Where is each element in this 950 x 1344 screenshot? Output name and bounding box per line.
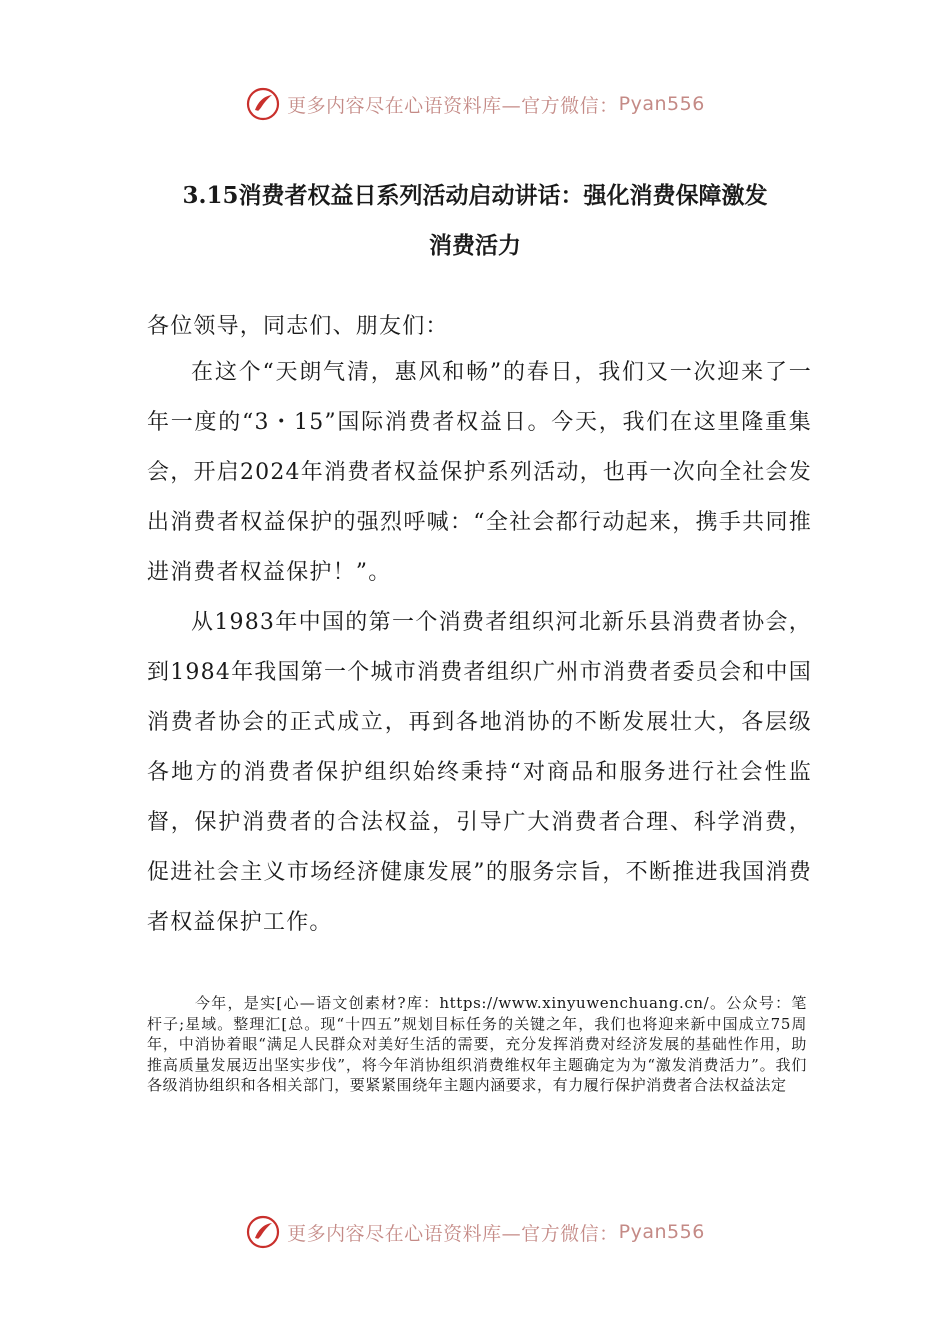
footer-banner-text: 更多内容尽在心语资料库—官方微信： [287,1222,619,1245]
paragraph-3: 今年，是实[心—语文创素材?库：https://www.xinyuwenchuang.cn/。公众号：笔杆子;星域。整理汇[总。现“十四五”规划目标任务的关键之年，我们也将迎来新中国成立75周年，中消协着眼“满足人民群众对美好生活的需要，充分发挥消费对经济发展的基础性作用，助推高质量发展迈出坚实步伐”，将今年消协组织消费维权年主题确定为为“激发消费活力”。我们各级消协组织和各相关部门，要紧紧围绕年主题内涵要求，有力履行保护消费者合法权益法定 [147,994,807,1094]
salutation: 各位领导，同志们、朋友们： [147,314,449,339]
header-banner [0,84,950,124]
document-title-line1: 3.15消费者权益日系列活动启动讲话：强化消费保障激发 [182,182,768,209]
footer-wechat-id: Pyan556 [618,1221,705,1243]
document-title-line2: 消费活力 [429,232,521,259]
header-wechat-id: Pyan556 [618,93,705,115]
logo-icon [245,86,281,122]
footer-banner [0,1212,950,1252]
logo-icon [245,1214,281,1250]
header-banner-text: 更多内容尽在心语资料库—官方微信： [287,94,619,117]
paragraph-1: 在这个“天朗气清，惠风和畅”的春日，我们又一次迎来了一年一度的“3・15”国际消费者权益日。今天，我们在这里隆重集会，开启2024年消费者权益保护系列活动，也再一次向全社会发出消费者权益保护的强烈呼喊：“全社会都行动起来，携手共同推进消费者权益保护！”。 [147,360,812,585]
paragraph-2: 从1983年中国的第一个消费者组织河北新乐县消费者协会，到1984年我国第一个城市消费者组织广州市消费者委员会和中国消费者协会的正式成立，再到各地消协的不断发展壮大，各层级各地方的消费者保护组织始终秉持“对商品和服务进行社会性监督，保护消费者的合法权益，引导广大消费者合理、科学消费，促进社会主义市场经济健康发展”的服务宗旨，不断推进我国消费者权益保护工作。 [147,610,812,935]
